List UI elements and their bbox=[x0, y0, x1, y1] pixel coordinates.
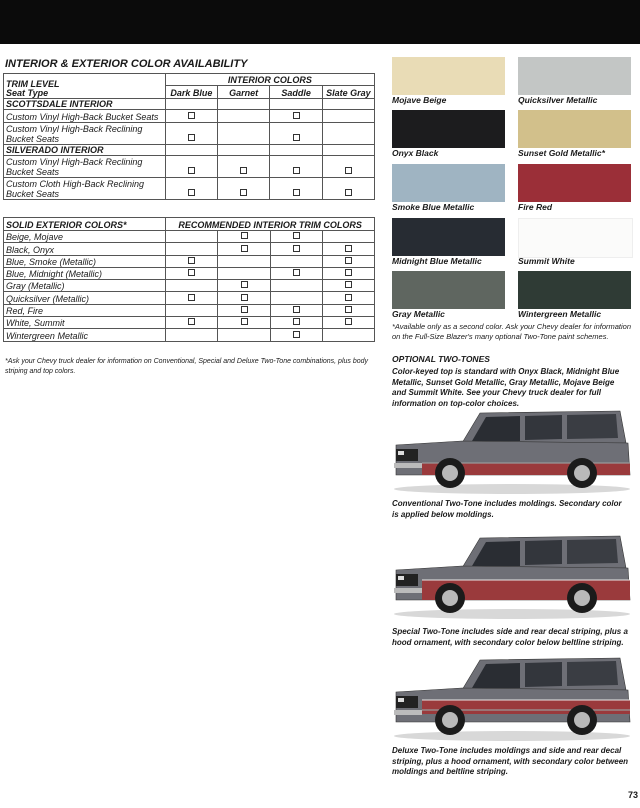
deluxe-two-tone-truck bbox=[392, 652, 632, 742]
ground-shadow bbox=[394, 609, 630, 619]
availability-mark bbox=[241, 281, 248, 288]
swatch-label: Gray Metallic bbox=[392, 309, 445, 319]
availability-mark bbox=[241, 294, 248, 301]
availability-mark bbox=[240, 189, 247, 196]
bumper bbox=[394, 710, 422, 715]
col-garnet: Garnet bbox=[217, 86, 269, 99]
availability-mark bbox=[293, 318, 300, 325]
availability-mark bbox=[345, 281, 352, 288]
bumper bbox=[394, 588, 422, 593]
swatch-label: Fire Red bbox=[518, 202, 553, 212]
swatch-label: Onyx Black bbox=[392, 148, 439, 158]
seat-type-label: Seat Type bbox=[6, 88, 49, 98]
swatch-label: Midnight Blue Metallic bbox=[392, 256, 482, 266]
availability-mark bbox=[188, 257, 195, 264]
swatch-label: Summit White bbox=[518, 256, 575, 266]
availability-mark bbox=[293, 167, 300, 174]
interior-colors-header: INTERIOR COLORS bbox=[165, 74, 374, 86]
color-swatch bbox=[392, 271, 505, 309]
recommended-trim-header: RECOMMENDED INTERIOR TRIM COLORS bbox=[166, 218, 375, 231]
exterior-color-label: Gray (Metallic) bbox=[4, 280, 166, 292]
silverado-label: SILVERADO INTERIOR bbox=[4, 145, 166, 156]
color-swatch bbox=[518, 218, 633, 258]
wheel-hub bbox=[574, 465, 590, 481]
availability-mark bbox=[240, 167, 247, 174]
table-row bbox=[4, 304, 375, 316]
wheel-hub bbox=[574, 590, 590, 606]
exterior-color-label: Quicksilver (Metallic) bbox=[4, 292, 166, 304]
color-swatch bbox=[518, 164, 631, 202]
seat-row-label: Custom Vinyl High-Back Reclining Bucket Seats bbox=[4, 123, 166, 145]
availability-mark bbox=[293, 112, 300, 119]
availability-mark bbox=[188, 318, 195, 325]
availability-mark bbox=[345, 257, 352, 264]
availability-mark bbox=[345, 245, 352, 252]
availability-mark bbox=[345, 269, 352, 276]
exterior-color-label: White, Summit bbox=[4, 317, 166, 329]
top-dark-band bbox=[0, 0, 640, 44]
swatch-label: Quicksilver Metallic bbox=[518, 95, 598, 105]
availability-mark bbox=[241, 318, 248, 325]
exterior-color-label: Blue, Smoke (Metallic) bbox=[4, 255, 166, 267]
swatch-footnote: *Available only as a second color. Ask your Chevy dealer for information on the Full-Size Blazer's many optional Two-Tone paint schemes. bbox=[392, 322, 632, 341]
headlight bbox=[398, 451, 404, 455]
trim-header-cell bbox=[4, 74, 166, 99]
table-row bbox=[4, 317, 375, 329]
table-row bbox=[4, 292, 375, 304]
interior-color-table bbox=[3, 73, 375, 200]
availability-mark bbox=[293, 245, 300, 252]
seat-row-label: Custom Cloth High-Back Reclining Bucket Seats bbox=[4, 178, 166, 200]
table-row bbox=[4, 156, 375, 178]
ground-shadow bbox=[394, 484, 630, 494]
table-row bbox=[4, 255, 375, 267]
scottsdale-label: SCOTTSDALE INTERIOR bbox=[4, 99, 166, 110]
color-swatch bbox=[392, 57, 505, 95]
availability-mark bbox=[241, 306, 248, 313]
bumper bbox=[394, 463, 422, 468]
availability-mark bbox=[345, 318, 352, 325]
deluxe-caption: Deluxe Two-Tone includes moldings and side and rear decal striping, plus a hood ornament, with secondary color between moldings and beltline striping. bbox=[392, 746, 629, 776]
availability-mark bbox=[188, 269, 195, 276]
headlight bbox=[398, 698, 404, 702]
table-footnote: *Ask your Chevy truck dealer for information on Conventional, Special and Deluxe Two-Tone combinations, plus body striping and top colors. bbox=[5, 358, 369, 375]
side-window bbox=[525, 540, 562, 565]
availability-mark bbox=[345, 167, 352, 174]
seat-row-label: Custom Vinyl High-Back Reclining Bucket Seats bbox=[4, 156, 166, 178]
conventional-caption: Conventional Two-Tone includes moldings. Secondary color is applied below moldings. bbox=[392, 499, 622, 519]
availability-mark bbox=[188, 112, 195, 119]
table-row bbox=[4, 243, 375, 255]
availability-mark bbox=[188, 134, 195, 141]
col-saddle: Saddle bbox=[270, 86, 322, 99]
color-swatch bbox=[518, 110, 631, 148]
availability-mark bbox=[293, 306, 300, 313]
exterior-color-label: Black, Onyx bbox=[4, 243, 166, 255]
col-dark-blue: Dark Blue bbox=[165, 86, 217, 99]
table-row bbox=[4, 123, 375, 145]
swatch-label: Sunset Gold Metallic* bbox=[518, 148, 605, 158]
table-row bbox=[4, 267, 375, 279]
swatch-label: Wintergreen Metallic bbox=[518, 309, 602, 319]
availability-mark bbox=[188, 167, 195, 174]
availability-mark bbox=[188, 189, 195, 196]
side-window bbox=[525, 662, 562, 687]
table-row bbox=[4, 110, 375, 123]
swatch-label: Smoke Blue Metallic bbox=[392, 202, 475, 212]
color-swatch bbox=[392, 110, 505, 148]
two-tones-intro: Color-keyed top is standard with Onyx Black, Midnight Blue Metallic, Sunset Gold Metallic, Gray Metallic, Mojave Beige and Summit White. See your Chevy truck dealer for full information on top-color choices. bbox=[392, 367, 620, 408]
wheel-hub bbox=[442, 590, 458, 606]
color-swatch bbox=[518, 57, 631, 95]
table-row bbox=[4, 280, 375, 292]
availability-mark bbox=[293, 134, 300, 141]
side-window bbox=[525, 415, 562, 440]
exterior-color-label: Wintergreen Metallic bbox=[4, 329, 166, 341]
rear-window bbox=[567, 539, 618, 564]
trim-level-label: TRIM LEVEL bbox=[6, 79, 60, 89]
two-tones-heading: OPTIONAL TWO-TONES bbox=[392, 354, 490, 364]
special-two-tone-truck bbox=[392, 530, 632, 620]
color-swatch bbox=[392, 164, 505, 202]
headlight bbox=[398, 576, 404, 580]
availability-mark bbox=[241, 232, 248, 239]
wheel-hub bbox=[442, 712, 458, 728]
seat-row-label: Custom Vinyl High-Back Bucket Seats bbox=[4, 110, 166, 123]
availability-mark bbox=[293, 269, 300, 276]
availability-mark bbox=[188, 294, 195, 301]
availability-mark bbox=[345, 294, 352, 301]
color-swatch bbox=[392, 218, 505, 256]
availability-mark bbox=[345, 306, 352, 313]
color-availability-title: INTERIOR & EXTERIOR COLOR AVAILABILITY bbox=[5, 58, 248, 70]
page-number: 73 bbox=[627, 790, 638, 800]
color-swatch bbox=[518, 271, 631, 309]
col-slate-gray: Slate Gray bbox=[322, 86, 374, 99]
availability-mark bbox=[345, 189, 352, 196]
rear-window bbox=[567, 414, 618, 439]
rear-window bbox=[567, 661, 618, 686]
ground-shadow bbox=[394, 731, 630, 741]
table-row bbox=[4, 178, 375, 200]
solid-exterior-header: SOLID EXTERIOR COLORS* bbox=[4, 218, 166, 231]
wheel-hub bbox=[442, 465, 458, 481]
availability-mark bbox=[293, 331, 300, 338]
special-caption: Special Two-Tone includes side and rear decal striping, plus a hood ornament, with secondary color below beltline striping. bbox=[392, 627, 628, 647]
table-row bbox=[4, 329, 375, 341]
availability-mark bbox=[241, 245, 248, 252]
wheel-hub bbox=[574, 712, 590, 728]
exterior-color-label: Beige, Mojave bbox=[4, 231, 166, 243]
table-row bbox=[4, 231, 375, 243]
conventional-two-tone-truck bbox=[392, 405, 632, 495]
availability-mark bbox=[293, 189, 300, 196]
exterior-color-label: Red, Fire bbox=[4, 304, 166, 316]
exterior-color-label: Blue, Midnight (Metallic) bbox=[4, 267, 166, 279]
availability-mark bbox=[293, 232, 300, 239]
exterior-color-table bbox=[3, 217, 375, 342]
swatch-label: Mojave Beige bbox=[392, 95, 447, 105]
